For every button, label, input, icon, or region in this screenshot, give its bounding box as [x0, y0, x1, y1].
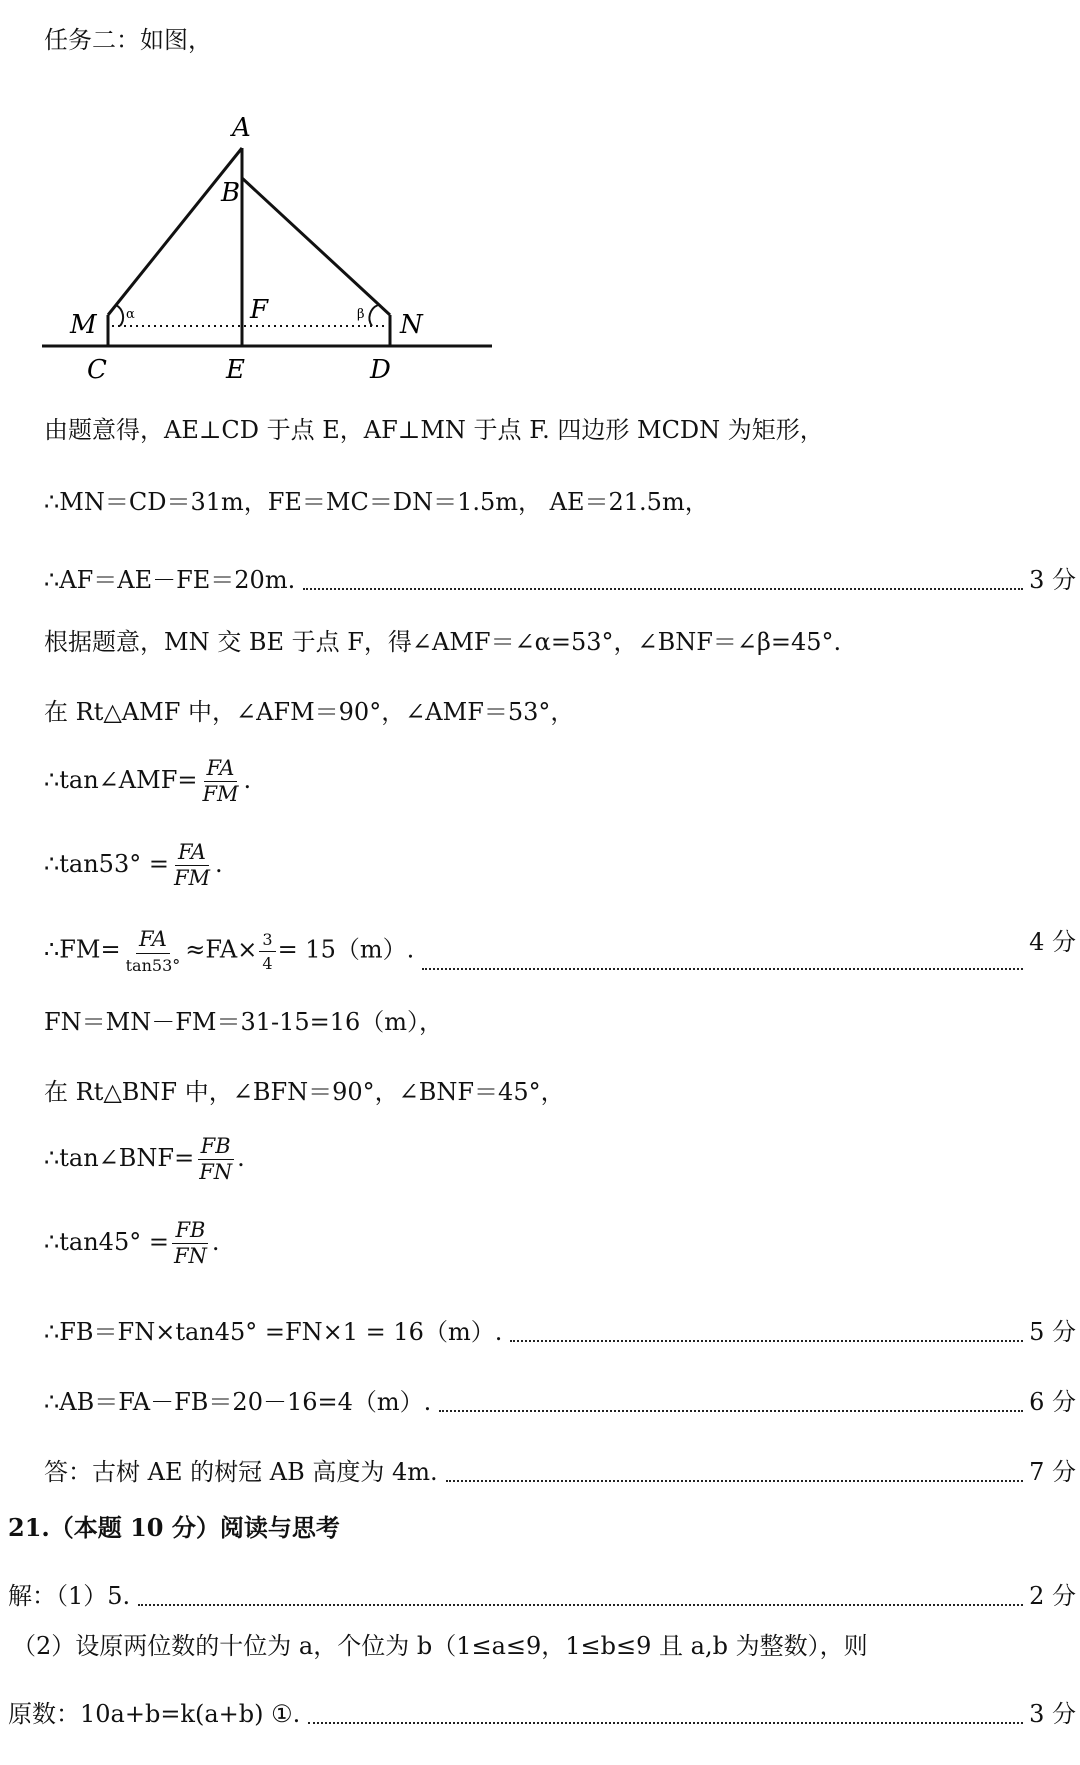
line-6-pre: ∴tan∠AMF=: [44, 766, 198, 794]
line-16-row: [0, 1576, 1080, 1611]
score-7: 7 分: [1029, 1458, 1076, 1486]
fraction-denominator: 4: [262, 953, 273, 973]
line-12-post: .: [211, 1228, 220, 1256]
question-21-heading: 21.（本题 10 分）阅读与思考: [8, 1513, 340, 1542]
label-b: B: [221, 178, 241, 208]
fraction-denominator: FN: [199, 1160, 233, 1184]
line-15: 答：古树 AE 的树冠 AB 高度为 4m.: [44, 1458, 438, 1486]
line-1: 由题意得，AE⊥CD 于点 E，AF⊥MN 于点 F. 四边形 MCDN 为矩形，: [44, 416, 824, 444]
line-8: [44, 927, 414, 975]
line-10: 在 Rt△BNF 中，∠BFN＝90°，∠BNF＝45°，: [44, 1078, 565, 1106]
fraction-fb-fn-2: [171, 1220, 210, 1267]
leader-dots: [510, 1340, 1023, 1342]
fraction-fb-fn: [196, 1136, 235, 1183]
score-3: 3 分: [1029, 566, 1076, 594]
line-8-post: = 15（m）.: [277, 935, 415, 964]
fraction-numerator: FA: [136, 927, 170, 954]
leader-dots: [422, 968, 1023, 970]
line-13: ∴FB＝FN×tan45° =FN×1 = 16（m）.: [44, 1318, 503, 1346]
fraction-numerator: FA: [175, 842, 209, 866]
line-2: ∴MN＝CD＝31m，FE＝MC＝DN＝1.5m， AE＝21.5m，: [44, 488, 709, 516]
score-4: 4 分: [1029, 928, 1076, 956]
score-6: 6 分: [1029, 1388, 1076, 1416]
fraction-fa-fm-2: [171, 842, 213, 889]
geometry-figure: [0, 0, 1080, 400]
line-6-post: .: [243, 766, 252, 794]
line-12-pre: ∴tan45° =: [44, 1228, 169, 1256]
line-15-row: [0, 1452, 1080, 1487]
line-14: ∴AB＝FA－FB＝20－16=4（m）.: [44, 1388, 432, 1416]
label-f: F: [250, 295, 269, 325]
line-17: （2）设原两位数的十位为 a，个位为 b（1≤a≤9，1≤b≤9 且 a,b 为整数），则: [12, 1632, 868, 1660]
line-7-post: .: [215, 850, 223, 878]
line-12: [44, 1220, 220, 1267]
fraction-3-4: [259, 930, 275, 973]
fraction-fa-fm: [199, 758, 241, 805]
fraction-numerator: 3: [259, 930, 275, 952]
line-11: [44, 1136, 245, 1183]
line-3-row: [0, 560, 1080, 595]
leader-dots: [439, 1410, 1023, 1412]
line-8-pre: ∴FM=: [44, 935, 121, 964]
line-18: 原数：10a+b=k(a+b) ①.: [8, 1700, 301, 1728]
fraction-numerator: FB: [198, 1136, 234, 1160]
line-14-row: [0, 1382, 1080, 1417]
line-9: FN＝MN－FM＝31-15=16（m），: [44, 1008, 444, 1036]
angle-beta-arc: [369, 305, 378, 326]
fraction-denominator: FM: [202, 782, 239, 806]
leader-dots: [303, 588, 1023, 590]
score-5: 5 分: [1029, 1318, 1076, 1346]
label-m: M: [70, 310, 97, 340]
line-5: 在 Rt△AMF 中，∠AFM＝90°，∠AMF＝53°，: [44, 698, 575, 726]
line-4: 根据题意，MN 交 BE 于点 F，得∠AMF＝∠α=53°，∠BNF＝∠β=45°.: [44, 628, 842, 656]
line-7: [44, 842, 223, 889]
fraction-numerator: FB: [172, 1220, 208, 1244]
fraction-numerator: FA: [204, 758, 238, 782]
line-11-post: .: [237, 1144, 245, 1172]
fraction-denominator: FM: [173, 866, 211, 890]
label-e: E: [226, 355, 245, 385]
fraction-denominator: FN: [173, 1244, 207, 1268]
label-n: N: [400, 310, 423, 340]
line-3: ∴AF＝AE－FE＝20m.: [44, 566, 296, 594]
line-16: 解：（1）5.: [8, 1582, 131, 1610]
line-am: [108, 148, 242, 315]
score-2: 2 分: [1029, 1582, 1076, 1610]
task-heading: 任务二：如图，: [44, 26, 212, 54]
angle-alpha-arc: [116, 305, 123, 326]
label-d: D: [370, 355, 391, 385]
line-7-pre: ∴tan53° =: [44, 850, 169, 878]
fraction-fa-tan53: [123, 927, 184, 975]
leader-dots: [446, 1480, 1023, 1482]
leader-dots: [138, 1604, 1023, 1606]
line-11-pre: ∴tan∠BNF=: [44, 1144, 195, 1172]
leader-dots: [308, 1722, 1023, 1724]
score-3b: 3 分: [1029, 1700, 1076, 1728]
fraction-denominator: tan53°: [125, 956, 181, 975]
line-6: [44, 758, 251, 805]
label-beta: β: [357, 307, 365, 322]
label-c: C: [87, 355, 107, 385]
label-alpha: α: [126, 307, 135, 322]
line-8-mid: ≈FA×: [185, 935, 258, 964]
line-13-row: [0, 1312, 1080, 1347]
label-a: A: [232, 113, 251, 143]
line-18-row: [0, 1694, 1080, 1729]
line-8-row: [0, 922, 1080, 975]
